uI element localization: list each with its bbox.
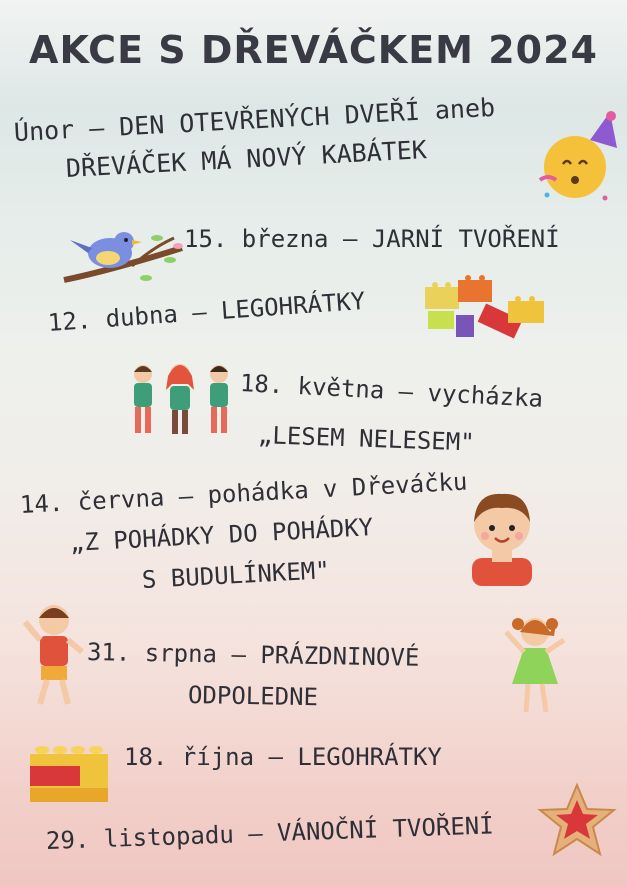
girl-dancing-icon xyxy=(500,612,570,722)
event-5-line-3: S BUDULÍNKEM" xyxy=(141,556,331,594)
event-3-line-1: 12. dubna – LEGOHRÁTKY xyxy=(47,286,367,337)
event-5-line-1: 14. června – pohádka v Dřeváčku xyxy=(19,467,469,519)
event-5-line-2: „Z POHÁDKY DO POHÁDKY xyxy=(69,513,374,557)
boy-jumping-icon xyxy=(22,600,87,710)
bird-on-branch-icon xyxy=(62,218,187,293)
event-6-line-2: ODPOLEDNE xyxy=(187,681,319,712)
event-4-line-1: 18. května – vycházka xyxy=(239,369,544,413)
party-emoji-icon xyxy=(535,110,625,205)
walking-children-icon xyxy=(125,360,240,445)
star-cookie-icon xyxy=(537,782,617,857)
event-7-line-1: 18. října – LEGOHRÁTKY xyxy=(124,743,442,771)
event-6-line-1: 31. srpna – PRÁZDNINOVÉ xyxy=(86,638,420,672)
event-8-line-1: 29. listopadu – VÁNOČNÍ TVOŘENÍ xyxy=(45,811,495,855)
event-1-line-1: Únor – DEN OTEVŘENÝCH DVEŘÍ aneb xyxy=(13,92,496,147)
boy-face-icon xyxy=(462,486,542,586)
lego-brick-icon xyxy=(24,736,114,811)
event-2-line-1: 15. března – JARNÍ TVOŘENÍ xyxy=(184,225,560,253)
event-1-line-2: DŘEVÁČEK MÁ NOVÝ KABÁTEK xyxy=(65,135,428,183)
poster-title: AKCE S DŘEVÁČKEM 2024 xyxy=(29,28,598,72)
lego-bricks-icon xyxy=(420,275,550,355)
event-4-line-2: „LESEM NELESEM" xyxy=(257,421,476,457)
